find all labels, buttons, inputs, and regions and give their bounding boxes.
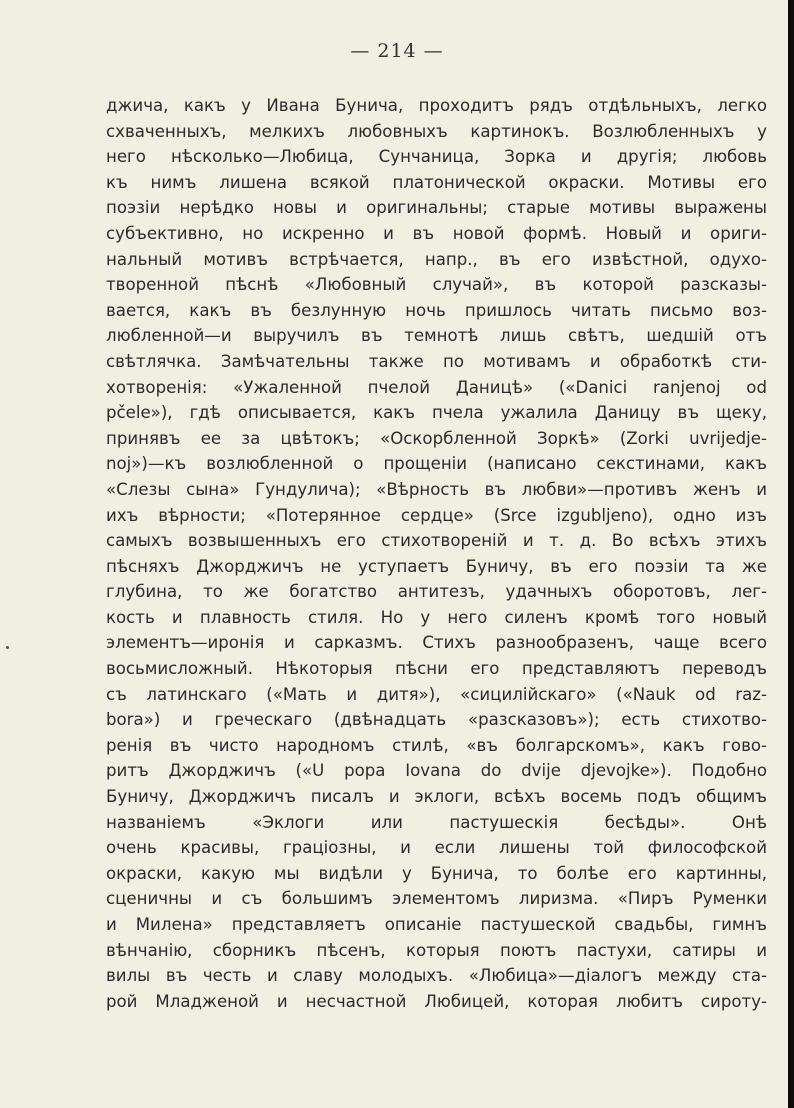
text-line: noj»)—къ возлюбленной о прощеніи (написано секстинами, какъ — [106, 454, 767, 474]
text-line: элементъ—иронія и сарказмъ. Стихъ разнообразенъ, чаще всего — [106, 633, 767, 653]
text-line: нальный мотивъ встрѣчается, напр., въ его извѣстной, одухо- — [106, 249, 767, 269]
text-line: восьмисложный. Нѣкоторыя пѣсни его представляютъ переводъ — [106, 659, 767, 679]
text-line: bora») и греческаго (двѣнадцать «разсказовъ»); есть стихотво- — [106, 710, 767, 730]
text-line: вѣнчанію, сборникъ пѣсенъ, которыя поютъ пастухи, сатиры и — [106, 940, 767, 960]
body-text — [106, 93, 767, 1014]
text-line: пѣсняхъ Джорджичъ не уступаетъ Буничу, въ его поэзіи та же — [106, 556, 767, 576]
text-line: Буничу, Джорджичъ писалъ и эклоги, всѣхъ восемь подъ общимъ — [106, 787, 767, 807]
text-line: глубина, то же богатство антитезъ, удачныхъ оборотовъ, лег- — [106, 582, 767, 602]
text-line: поэзіи нерѣдко новы и оригинальны; старые мотивы выражены — [106, 198, 767, 218]
text-line: «Слезы сына» Гундулича); «Вѣрность въ любви»—противъ женъ и — [106, 479, 767, 499]
text-line: и Милена» представляетъ описаніе пастушеской свадьбы, гимнъ — [106, 915, 767, 934]
text-line: самыхъ возвышенныхъ его стихотвореній и т. д. Во всѣхъ этихъ — [106, 531, 767, 551]
text-line: съ латинскаго («Мать и дитя»), «сицилійскаго» («Nauk od raz- — [106, 684, 767, 704]
text-line: окраски, какую мы видѣли у Бунича, то болѣе его картинны, — [106, 863, 767, 883]
text-line: къ нимъ лишена всякой платонической окраски. Мотивы его — [106, 172, 767, 192]
text-line: названіемъ «Эклоги или пастушескія бесѣды». Онѣ — [106, 812, 767, 832]
text-line: джича, какъ у Ивана Бунича, проходитъ рядъ отдѣльныхъ, легко — [106, 96, 767, 115]
text-line: ренія въ чисто народномъ стилѣ, «въ болгарскомъ», какъ гово- — [106, 735, 767, 755]
text-line: свѣтлячка. Замѣчательны также по мотивамъ и обработкѣ сти- — [106, 351, 767, 371]
text-line: pčele»), гдѣ описывается, какъ пчела ужалила Даницу въ щеку, — [106, 403, 767, 423]
text-line: схваченныхъ, мелкихъ любовныхъ картинокъ. Возлюбленныхъ у — [106, 121, 767, 141]
text-line: вается, какъ въ безлунную ночь пришлось читать письмо воз- — [106, 300, 767, 320]
text-line: сценичны и съ большимъ элементомъ лиризма. «Пиръ Руменки — [106, 889, 767, 909]
text-line: субъективно, но искренно и въ новой формѣ. Новый и ориги- — [106, 223, 767, 243]
text-line: него нѣсколько—Любица, Сунчаница, Зорка и другія; любовь — [106, 147, 767, 167]
margin-speck — [6, 646, 9, 649]
text-line: любленной—и выручилъ въ темнотѣ лишь свѣтъ, шедшій отъ — [106, 326, 767, 346]
text-line: принявъ ее за цвѣтокъ; «Оскорбленной Зоркѣ» (Zorki uvrijedje- — [106, 428, 767, 448]
text-line: творенной пѣснѣ «Любовный случай», въ которой разсказы- — [106, 275, 767, 295]
text-line: очень красивы, граціозны, и если лишены той философской — [106, 838, 767, 858]
scan-edge — [788, 0, 794, 1108]
text-line: кость и плавность стиля. Но у него силенъ кромѣ того новый — [106, 607, 767, 627]
text-line: хотворенія: «Ужаленной пчелой Даницѣ» («Danici ranjenoj od — [106, 377, 767, 397]
page-number-header: — 214 — — [350, 40, 444, 62]
text-line: вилы въ честь и славу молодыхъ. «Любица»—діалогъ между ста- — [106, 966, 767, 986]
text-line: ритъ Джорджичъ («U popa Iovana do dvije djevojke»). Подобно — [106, 761, 767, 781]
text-line: рой Младженой и несчастной Любицей, которая любитъ сироту- — [106, 991, 767, 1011]
text-line: ихъ вѣрности; «Потерянное сердце» (Srce izgubljeno), одно изъ — [106, 505, 767, 525]
